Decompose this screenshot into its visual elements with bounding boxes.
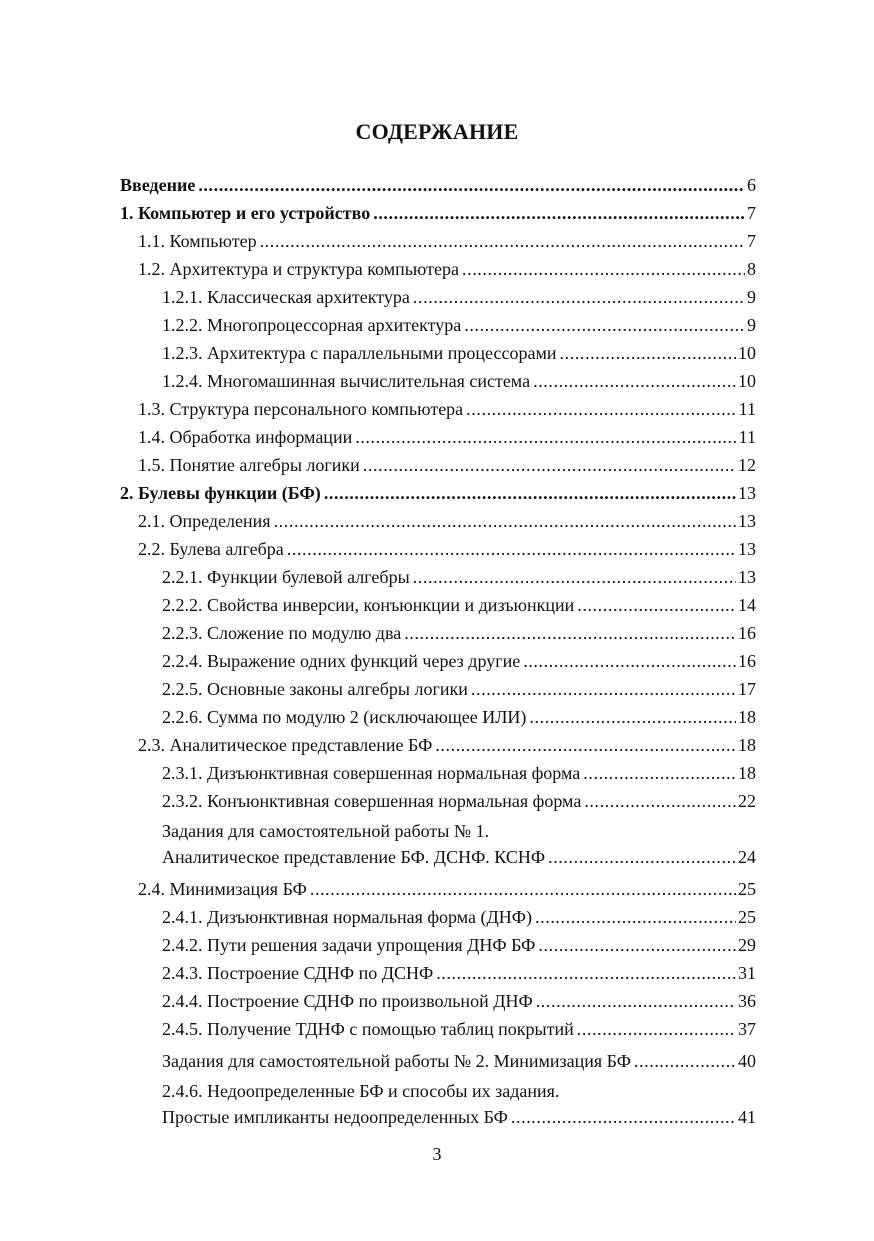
dot-leader	[634, 1047, 736, 1075]
dot-leader	[363, 451, 736, 479]
dot-leader	[583, 759, 736, 787]
toc-entry-line2	[162, 843, 756, 871]
dot-leader	[511, 1103, 736, 1131]
toc-entry-title: 2.4.4. Построение СДНФ по произвольной ДНФ	[162, 991, 533, 1011]
toc-entry-title: 2.2.2. Свойства инверсии, конъюнкции и дизъюнкции	[162, 595, 575, 615]
toc-entry-title: 1.5. Понятие алгебры логики	[138, 455, 360, 475]
toc-entry-page: 22	[738, 791, 756, 811]
toc-entry-title: Введение	[120, 175, 196, 195]
dot-leader	[559, 339, 736, 367]
toc-entry-page: 13	[738, 539, 756, 559]
dot-leader	[577, 1015, 736, 1043]
toc-entry-title: Простые импликанты недоопределенных БФ	[162, 1107, 508, 1127]
toc-entry-1-3[interactable]	[120, 395, 756, 423]
dot-leader	[436, 959, 736, 987]
dot-leader	[404, 619, 736, 647]
toc-entry-page: 12	[738, 455, 756, 475]
toc-entry-title: 2.4.2. Пути решения задачи упрощения ДНФ БФ	[162, 935, 536, 955]
dot-leader	[287, 535, 736, 563]
dot-leader	[435, 731, 736, 759]
toc-entry-title: 2.4.5. Получение ТДНФ с помощью таблиц покрытий	[162, 1019, 574, 1039]
toc-entry-title: 2.3.2. Конъюнктивная совершенная нормальная форма	[162, 791, 582, 811]
dot-leader	[548, 843, 736, 871]
dot-leader	[464, 311, 745, 339]
toc-entry-page: 25	[738, 879, 756, 899]
toc-entry-title: 1.3. Структура персонального компьютера	[138, 399, 464, 419]
toc-entry-page: 18	[738, 763, 756, 783]
toc-entry-page: 11	[738, 399, 756, 419]
toc-entry-page: 31	[738, 963, 756, 983]
toc-entry-page: 7	[747, 203, 756, 223]
toc-entry-title: 1. Компьютер и его устройство	[120, 203, 371, 223]
toc-entry-title: 2.3. Аналитическое представление БФ	[138, 735, 433, 755]
toc-entry-2-3-1[interactable]	[120, 759, 756, 787]
toc-entry-page: 37	[738, 1019, 756, 1039]
toc-entry-title: 2. Булевы функции (БФ)	[120, 483, 321, 503]
dot-leader	[198, 171, 745, 199]
toc-entry-page: 16	[738, 623, 756, 643]
toc-entry-2-4-3[interactable]	[120, 959, 756, 987]
toc-entry-title: Задания для самостоятельной работы № 2. Минимизация БФ	[162, 1051, 631, 1071]
dot-leader	[355, 423, 736, 451]
dot-leader	[413, 563, 736, 591]
toc-entry-page: 11	[738, 427, 756, 447]
toc-entry-1-2-1[interactable]	[120, 283, 756, 311]
toc-entry-1-4[interactable]	[120, 423, 756, 451]
toc-entry-2-2-5[interactable]	[120, 675, 756, 703]
toc-entry-page: 18	[738, 707, 756, 727]
toc-entry-title: 1.2.4. Многомашинная вычислительная система	[162, 371, 531, 391]
toc-entry-title: 2.4. Минимизация БФ	[138, 879, 307, 899]
dot-leader	[536, 987, 736, 1015]
dot-leader	[466, 395, 736, 423]
dot-leader	[324, 479, 736, 507]
toc-entry-title: 1.2.2. Многопроцессорная архитектура	[162, 315, 462, 335]
toc-entry-title: 2.4.1. Дизъюнктивная нормальная форма (ДНФ)	[162, 907, 533, 927]
toc-entry-2-4-2[interactable]	[120, 931, 756, 959]
toc-entry-page: 17	[738, 679, 756, 699]
toc-entry-2-4-5[interactable]	[120, 1015, 756, 1043]
toc-entry-2-4-1[interactable]	[120, 903, 756, 931]
toc-entry-1-2-4[interactable]	[120, 367, 756, 395]
toc-entry-title: 2.4.3. Построение СДНФ по ДСНФ	[162, 963, 434, 983]
toc-entry-2-2-1[interactable]	[120, 563, 756, 591]
toc-entry-2-4[interactable]	[120, 875, 756, 903]
toc-entry-title: 2.2. Булева алгебра	[138, 539, 284, 559]
toc-entry-page: 16	[738, 651, 756, 671]
page-title: СОДЕРЖАНИЕ	[355, 119, 519, 144]
toc-entry-title: 1.2.1. Классическая архитектура	[162, 287, 410, 307]
toc-entry-page: 36	[738, 991, 756, 1011]
dot-leader	[584, 787, 736, 815]
dot-leader	[523, 647, 736, 675]
toc-entry-page: 40	[738, 1051, 756, 1071]
dot-leader	[413, 283, 745, 311]
toc-entry-page: 9	[747, 315, 756, 335]
page-number: 3	[432, 1144, 442, 1164]
toc-entry-2-3[interactable]	[120, 731, 756, 759]
toc-entry-1-5[interactable]	[120, 451, 756, 479]
toc-entry-page: 18	[738, 735, 756, 755]
toc-entry-page: 8	[747, 259, 756, 279]
toc-entry-2-2-2[interactable]	[120, 591, 756, 619]
dot-leader	[577, 591, 736, 619]
toc-entry-page: 10	[738, 343, 756, 363]
toc-entry-page: 13	[738, 483, 756, 503]
toc-entry-title: 2.1. Определения	[138, 511, 271, 531]
toc-entry-title-line1: Задания для самостоятельной работы № 1.	[162, 821, 490, 841]
toc-entry-title: Аналитическое представление БФ. ДСНФ. КСНФ	[162, 847, 546, 867]
toc-entry-page: 6	[747, 175, 756, 195]
dot-leader	[310, 875, 736, 903]
dot-leader	[471, 675, 736, 703]
toc-entry-title: 1.1. Компьютер	[138, 231, 257, 251]
toc-entry-page: 7	[747, 231, 756, 251]
dot-leader	[274, 507, 736, 535]
toc-entry-title: 2.2.1. Функции булевой алгебры	[162, 567, 410, 587]
toc-entry-exercises-1[interactable]	[120, 819, 756, 875]
toc-entry-1-1[interactable]	[120, 227, 756, 255]
toc-entry-page: 24	[738, 847, 756, 867]
toc-entry-1-2-2[interactable]	[120, 311, 756, 339]
toc-entry-introduction[interactable]	[120, 171, 756, 199]
toc-entry-title-line1: 2.4.6. Недоопределенные БФ и способы их задания.	[162, 1081, 560, 1101]
toc-entry-chapter-2[interactable]	[120, 479, 756, 507]
toc-entry-title: 1.4. Обработка информации	[138, 427, 353, 447]
toc-entry-page: 13	[738, 511, 756, 531]
toc-entry-2-2-3[interactable]	[120, 619, 756, 647]
toc-entry-title: 2.2.4. Выражение одних функций через другие	[162, 651, 521, 671]
toc-entry-page: 41	[738, 1107, 756, 1127]
toc-entry-2-3-2[interactable]	[120, 787, 756, 815]
toc-entry-2-2-4[interactable]	[120, 647, 756, 675]
toc-entry-2-1[interactable]	[120, 507, 756, 535]
dot-leader	[462, 255, 745, 283]
toc-entry-2-4-6[interactable]	[120, 1079, 756, 1135]
toc-entry-page: 29	[738, 935, 756, 955]
toc-entry-page: 10	[738, 371, 756, 391]
toc-entry-2-2[interactable]	[120, 535, 756, 563]
table-of-contents	[120, 171, 756, 1135]
dot-leader	[538, 931, 736, 959]
toc-entry-exercises-2[interactable]	[120, 1047, 756, 1075]
toc-entry-2-2-6[interactable]	[120, 703, 756, 731]
toc-entry-page: 14	[738, 595, 756, 615]
toc-entry-title: 2.3.1. Дизъюнктивная совершенная нормальная форма	[162, 763, 581, 783]
toc-entry-title: 2.2.6. Сумма по модулю 2 (исключающее ИЛИ)	[162, 707, 527, 727]
toc-entry-2-4-4[interactable]	[120, 987, 756, 1015]
toc-entry-page: 13	[738, 567, 756, 587]
toc-entry-title: 1.2.3. Архитектура с параллельными процессорами	[162, 343, 557, 363]
toc-entry-page: 25	[738, 907, 756, 927]
toc-entry-line2	[162, 1103, 756, 1131]
dot-leader	[535, 903, 736, 931]
dot-leader	[260, 227, 745, 255]
dot-leader	[373, 199, 745, 227]
toc-entry-page: 9	[747, 287, 756, 307]
dot-leader	[529, 703, 736, 731]
toc-entry-title: 1.2. Архитектура и структура компьютера	[138, 259, 459, 279]
toc-entry-chapter-1[interactable]	[120, 199, 756, 227]
toc-entry-title: 2.2.5. Основные законы алгебры логики	[162, 679, 468, 699]
dot-leader	[533, 367, 736, 395]
toc-entry-title: 2.2.3. Сложение по модулю два	[162, 623, 402, 643]
toc-entry-1-2-3[interactable]	[120, 339, 756, 367]
toc-entry-1-2[interactable]	[120, 255, 756, 283]
